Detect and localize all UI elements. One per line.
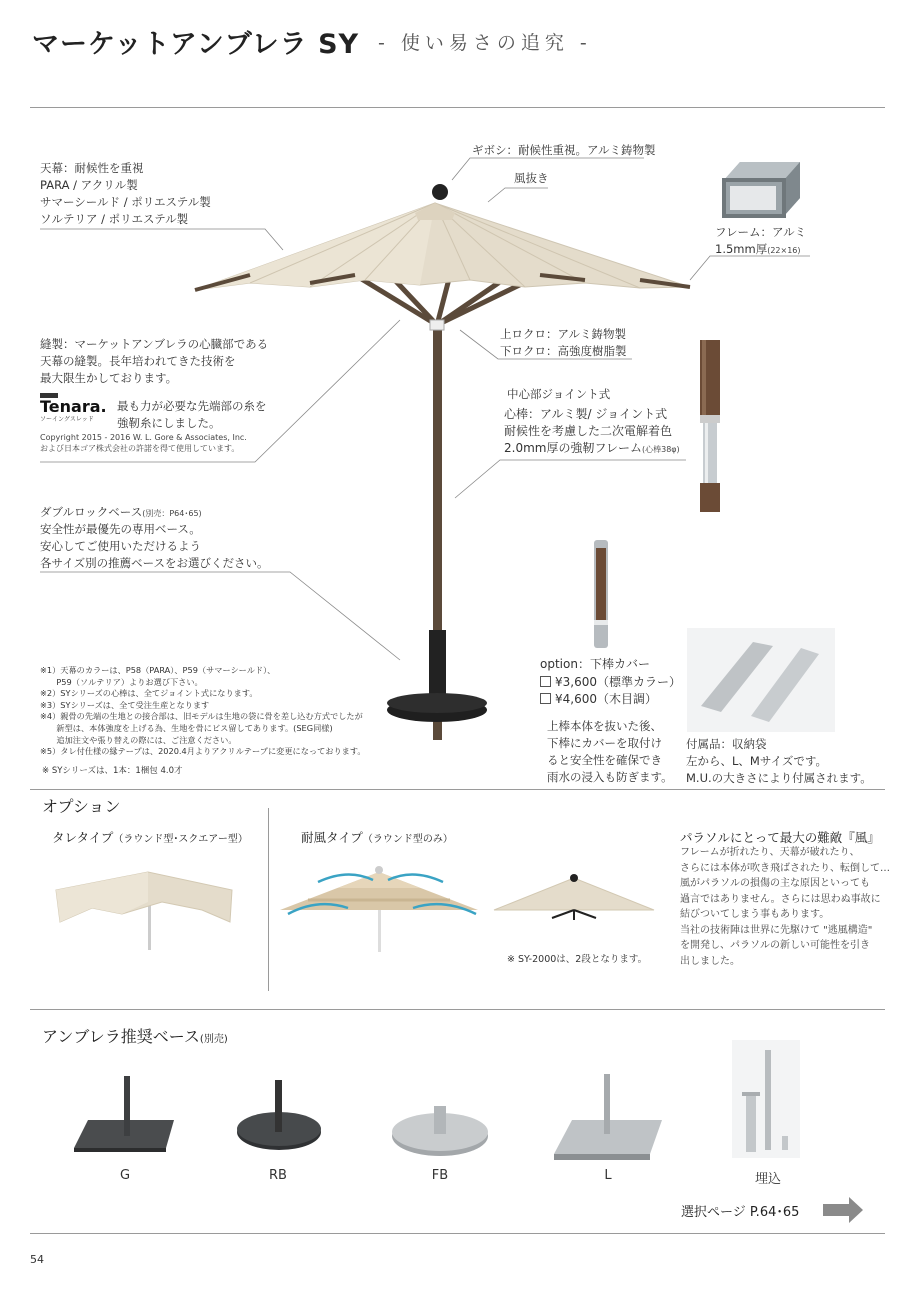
base-label-g: G (119, 1168, 131, 1183)
option-title: option：下棒カバー (540, 657, 650, 671)
drape-umbrella-photo (52, 862, 237, 952)
hub-label: 上ロクロ：アルミ鋳物製 下ロクロ：高強度樹脂製 (500, 327, 627, 358)
sewing-label: 縫製：マーケットアンブレラの心臓部である 天幕の縫製。長年培われてきた技術を 最大限生かしております。 (40, 337, 269, 385)
page-title: マーケットアンブレラ SY (32, 29, 360, 60)
packing-note: ※ SYシリーズは、1本：1梱包 4.0才 (42, 766, 183, 776)
frame-profile-photo (722, 158, 804, 220)
accessory-text: 付属品：収納袋 左から、L、Mサイズです。 M.U.の大きさにより付属されます。 (686, 737, 872, 785)
base-label-embed: 埋込 (754, 1172, 781, 1187)
page-number: 54 (30, 1253, 44, 1266)
bases-divider (30, 1009, 885, 1010)
wind-type-title: 耐風タイプ（ラウンド型のみ） (301, 830, 453, 845)
bases-title: アンブレラ推奨ベース(別売) (42, 1027, 228, 1046)
checkbox-icon (540, 693, 551, 704)
base-label: ダブルロックベース(別売：P64･65) 安全性が最優先の専用ベース。 安心してご使用いただけるよう 各サイズ別の推薦ベースをお選びください。 (40, 505, 269, 570)
base-embed-photo (732, 1040, 800, 1158)
finial (432, 184, 448, 200)
select-page-link[interactable]: 選択ページ P.64･65 (681, 1205, 800, 1220)
arrow-right-icon (823, 1196, 863, 1224)
base-g-photo (70, 1070, 180, 1155)
sy2000-note: ※ SY-2000は、2段となります。 (507, 954, 648, 965)
vent-label: 風抜き (514, 171, 549, 185)
section-divider (30, 789, 885, 790)
base-rb-photo (234, 1076, 324, 1156)
notes: ※1）天幕のカラーは、P58（PARA）、P59（サマーシールド）、 P59（ソルテリア）よりお選び下さい。 ※2）SYシリーズの心棒は、全てジョイント式になります。 ※3）SYシリーズは、全て受注生産となります ※4）親骨の先端の生地との接合部は、旧モデルは生地の袋に骨を差し込む方式でしたが 新型は、本体強度を上げる為、生地を骨にビス留してあります。(SEG同様) 追加注文や張り替えの際には、ご注意ください。 ※5）タレ付仕様の縁テープは、2020.4月よりアクリルテープに変更になっております。 (40, 665, 366, 757)
page-subtitle: - 使い易さの追究 - (378, 32, 592, 54)
joint-label: 心棒：アルミ製/ ジョイント式 耐候性を考慮した二次電解着色 2.0mm厚の強靭フレーム(心棒38φ) (504, 407, 680, 455)
option-price-woodgrain: ¥4,600（木目調） (540, 691, 657, 708)
base-fb-photo (390, 1098, 490, 1158)
checkbox-icon (540, 676, 551, 687)
footer-divider (30, 1233, 885, 1234)
pole-cover-photo (590, 540, 612, 648)
options-divider (268, 808, 269, 991)
copyright-text: Copyright 2015 - 2016 W. L. Gore & Associates, Inc. および日本ゴア株式会社の許諾を得て使用しています。 (40, 433, 247, 453)
base-l-photo (552, 1070, 664, 1165)
tenara-logo: Tenara. ソーイングスレッド (40, 393, 112, 425)
option-price-standard: ¥3,600（標準カラー） (540, 674, 681, 691)
tenara-text: 最も力が必要な先端部の糸を 強靭糸にしました。 (117, 399, 267, 430)
drape-type-title: タレタイプ（ラウンド型･スクエアー型） (52, 830, 248, 845)
options-title: オプション (42, 797, 121, 816)
sy2000-umbrella-photo (492, 872, 657, 922)
wind-umbrella-photo (278, 862, 483, 952)
frame-label: フレーム：アルミ 1.5mm厚(22×16) (715, 225, 807, 256)
base-label-fb: FB (431, 1168, 449, 1183)
wind-enemy-text: フレームが折れたり、天幕が破れたり、 さらには本体が吹き飛ばされたり、転倒して… 風がパラソルの損傷の主な原因といっても 過言ではありません。さらには思わぬ事故に 結びついてしまう事もあります。 当社の技術陣は世界に先駆けて "逃風構造" を開発し、パラソルの新しい可能性を引き 出しました。 (680, 847, 890, 967)
option-desc: 上棒本体を抜いた後、 下棒にカバーを取付け ると安全性を確保でき 雨水の浸入も防ぎます。 (547, 719, 673, 784)
base-label-rb: RB (269, 1168, 287, 1183)
storage-bag-photo (687, 628, 835, 732)
finial-label: ギボシ：耐候性重視。アルミ鋳物製 (472, 143, 656, 157)
canopy-label: 天幕：耐候性を重視 PARA / アクリル製 サマーシールド / ポリエステル製 ソルテリア / ポリエステル製 (40, 161, 211, 226)
base-label-l: L (604, 1168, 612, 1183)
joint-title: 中心部ジョイント式 (507, 387, 611, 401)
pole-joint-photo (695, 340, 725, 512)
wind-enemy-title: パラソルにとって最大の難敵『風』 (680, 830, 880, 845)
